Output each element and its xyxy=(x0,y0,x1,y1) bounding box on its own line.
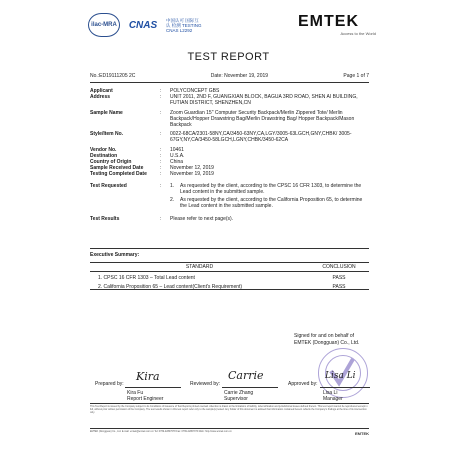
prepared-by-label: Prepared by: xyxy=(95,381,124,387)
style-item-row: Style/Item No. : 0022-68CA/2301-58NY,CA/3450-63NY,CA,LGY/3005-63LGCH,GNY,CHBK/ 3005-67GY,NY,CA/3450-58LGCH,LGNY,CHBK/3450-62CA xyxy=(90,131,369,143)
list-item: 2. As requested by the client, according to the California Proposition 65, to determine the Lead content in the submitted sample. xyxy=(170,197,363,210)
disclaimer-text: This Test Report is issued by the Company subject to its Conditions of Issuance of Test Reports printed overleaf. Attention is drawn to the limitations of liability, indemnification and jurisdictional issues defined therein. This test report cannot be reproduced except in full, without prior written permission of the Company. The test results shown in this test report refer only to the sample(s) tested. Any holder of this document is advised that information contained hereon reflects the Company's findings at the time of its intervention only. xyxy=(90,405,368,414)
column-header-standard: STANDARD xyxy=(185,264,214,270)
field-label: Address xyxy=(90,94,111,101)
approved-name: Lisa Li xyxy=(323,390,338,396)
origin-row: Country of Origin : China xyxy=(90,159,369,165)
table-top-rule xyxy=(90,262,369,263)
vendor-row: Vendor No. : 10461 xyxy=(90,147,369,153)
test-requested-list xyxy=(170,183,369,212)
section-divider xyxy=(90,248,369,249)
test-requested-row: Test Requested : 1. As requested by the client, according to the CPSC 16 CFR 1303, to determine the Lead content in the submitted sample. 2. As requested by the client, according to the California Proposition 65, to determine the Lead content in the submitted sample. xyxy=(90,183,369,212)
reviewed-name: Carrie Zhang xyxy=(224,390,254,396)
field-label: Style/Item No. xyxy=(90,131,124,138)
prepared-title: Report Engineer xyxy=(127,396,164,402)
address-row: Address : UNIT 2011, 2ND F, GUANGXIAN BLOCK, BAGUA 3RD ROAD, SHEN AI BUILDING, FUTIAN DISTRICT, SHENZHEN,CN xyxy=(90,94,369,106)
address-value: UNIT 2011, 2ND F, GUANGXIAN BLOCK, BAGUA 3RD ROAD, SHEN AI BUILDING, FUTIAN DISTRICT, SHENZHEN,CN xyxy=(170,94,358,107)
field-label: Vendor No. xyxy=(90,146,117,153)
cnas-logo: CNAS xyxy=(128,19,158,31)
sample-name-value: Zoom Guardian 15" Computer Security Backpack/Merlin Zippered Tote/ Merlin Backpack/Hopper Drawstring Bag/Merlin Drawstring Bag/ Hopper Backpack/Mason Backpack xyxy=(170,109,355,129)
disclaimer-divider xyxy=(90,403,369,404)
ilac-mra-logo: ilac-MRA xyxy=(88,13,120,37)
destination-row: Destination : U.S.A. xyxy=(90,153,369,159)
field-label: Test Requested xyxy=(90,182,127,189)
style-item-value: 0022-68CA/2301-58NY,CA/3450-63NY,CA,LGY/3005-63LGCH,GNY,CHBK/ 3005-67GY,NY,CA/3450-58LGCH,LGNY,CHBK/3450-62CA xyxy=(170,131,352,144)
approved-by-label: Approved by: xyxy=(288,381,318,387)
completed-row: Testing Completed Date : November 19, 2019 xyxy=(90,171,369,177)
test-results-value: Please refer to next page(s). xyxy=(170,216,234,223)
field-label: Applicant xyxy=(90,88,113,94)
report-date: Date: November 19, 2019 xyxy=(210,73,269,79)
field-label: Country of Origin xyxy=(90,159,132,166)
summary-table xyxy=(90,262,369,291)
sample-name-row: Sample Name : Zoom Guardian 15" Computer Security Backpack/Merlin Zippered Tote/ Merlin Backpack/Hopper Drawstring Bag/Merlin Drawstring Bag/ Hopper Backpack/Mason Backpack xyxy=(90,110,369,129)
conclusion-cell: PASS xyxy=(332,283,346,290)
report-meta xyxy=(90,73,369,79)
vendor-value: 10461 xyxy=(170,146,184,153)
destination-value: U.S.A. xyxy=(170,152,185,159)
field-label: Destination xyxy=(90,152,118,159)
page-title: TEST REPORT xyxy=(187,51,270,63)
table-row xyxy=(90,273,369,282)
footer-text: EMTEK (Dongguan) Co., Ltd. E-mail: emtek@emtek.com.cn Tel: 0769-22807078 Fax: 0769-22807079 Web: http://www.emtek.com.cn xyxy=(90,430,232,433)
reviewed-title: Supervisor xyxy=(224,396,248,402)
applicant-value: POLYCONCEPT GBS xyxy=(170,88,220,94)
field-label: Test Results xyxy=(90,216,120,223)
list-item: 1. As requested by the client, according to the CPSC 16 CFR 1303, to determine the Lead content in the submitted sample. xyxy=(170,182,362,195)
standard-cell: 2. California Proposition 65 – Lead content(Client's Requirement) xyxy=(98,283,243,290)
footer-divider xyxy=(90,428,369,429)
approved-title: Manager xyxy=(323,396,343,402)
applicant-row: Applicant : POLYCONCEPT GBS xyxy=(90,88,369,94)
page-number: Page 1 of 7 xyxy=(343,73,369,79)
header-divider xyxy=(90,82,369,83)
table-bottom-rule xyxy=(90,289,369,290)
field-label: Sample Received Date xyxy=(90,165,144,172)
brand-name: EMTEK xyxy=(298,13,359,30)
reviewed-signature: Carrie xyxy=(228,369,264,382)
summary-heading: Executive Summary: xyxy=(90,252,140,258)
prepared-signature: Kira xyxy=(136,370,160,383)
column-header-conclusion: CONCLUSION xyxy=(322,264,356,270)
signed-on-behalf: Signed for and on behalf of EMTEK (Dongguan) Co., Ltd. xyxy=(294,333,360,346)
footer-logo: EMTEK xyxy=(355,431,369,436)
origin-value: China xyxy=(170,159,184,166)
accreditation-logos xyxy=(88,12,202,38)
brand-tagline: Access to the World xyxy=(340,31,376,36)
report-info xyxy=(90,88,369,223)
table-header-rule xyxy=(90,271,369,272)
standard-cell: 1. CPSC 16 CFR 1303 – Total Lead content xyxy=(98,274,195,281)
cnas-sub-logo: 中国认可 国际互认 检测 TESTING CNAS L2292 xyxy=(166,17,202,33)
test-results-row: Test Results : Please refer to next page(s). xyxy=(90,216,369,222)
approved-signature: Lisa Li xyxy=(325,371,356,381)
received-value: November 12, 2019 xyxy=(170,165,214,172)
field-label: Testing Completed Date xyxy=(90,171,147,178)
completed-value: November 19, 2019 xyxy=(170,171,214,178)
emtek-logo xyxy=(298,14,376,36)
field-label: Sample Name xyxy=(90,109,123,116)
report-number: No.:ED19111205 2C xyxy=(90,73,136,79)
conclusion-cell: PASS xyxy=(332,274,346,281)
reviewed-by-label: Reviewed by: xyxy=(190,381,221,387)
received-row: Sample Received Date : November 12, 2019 xyxy=(90,165,369,171)
prepared-name: Kira Fu xyxy=(127,390,144,396)
